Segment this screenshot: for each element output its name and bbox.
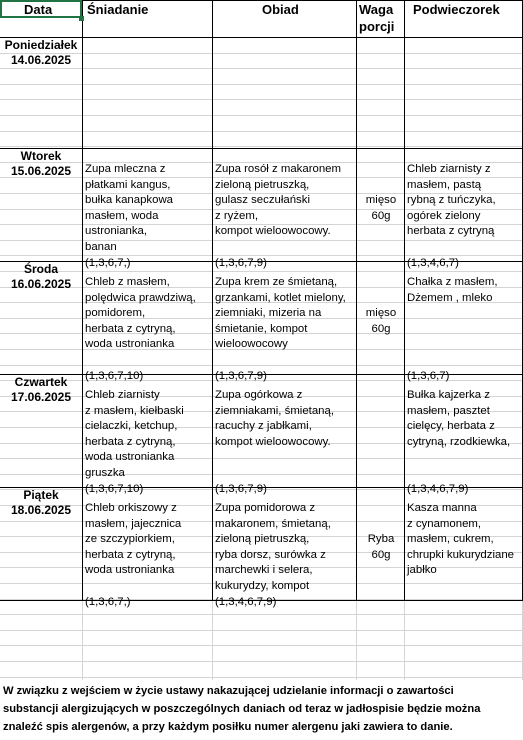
sniadanie-cell-line: płatkami kangus, xyxy=(85,178,171,191)
podwieczorek-cell-line xyxy=(407,322,498,338)
obiad-cell[interactable] xyxy=(215,388,334,497)
obiad-cell-line: zieloną pietruszką, xyxy=(215,178,310,191)
obiad-cell-line: gulasz seczułański xyxy=(215,194,310,207)
obiad-cell-line: (1,3,4,6,7,9) xyxy=(215,595,277,608)
day-name: Poniedziałek xyxy=(4,38,78,52)
day-date: 17.06.2025 xyxy=(10,390,72,404)
sniadanie-cell-line: ustronianka, xyxy=(85,225,148,238)
podwieczorek-cell-line: jabłko xyxy=(407,564,437,577)
podwieczorek-cell-line: Kasza manna xyxy=(407,502,477,514)
podwieczorek-cell-line xyxy=(407,579,514,595)
obiad-cell-line: kompot wieloowocowy. xyxy=(215,225,331,238)
podwieczorek-cell-line: Chałka z masłem, xyxy=(407,276,498,288)
day-date: 18.06.2025 xyxy=(10,503,72,517)
header-waga-line2[interactable]: porcji xyxy=(359,19,395,34)
sniadanie-cell-line: (1,3,6,7,) xyxy=(85,595,131,608)
fill-handle[interactable] xyxy=(79,16,84,21)
podwieczorek-cell-line: chrupki kukurydziane xyxy=(407,548,514,561)
waga-cell[interactable] xyxy=(357,501,405,563)
gridline xyxy=(0,68,523,69)
waga-cell-line: 60g xyxy=(371,209,391,222)
header-data[interactable]: Data xyxy=(24,2,53,17)
obiad-cell-line: kukurydzy, kompot xyxy=(215,579,310,592)
day-name: Czwartek xyxy=(14,375,68,389)
day-name: Środa xyxy=(23,262,58,276)
sniadanie-cell[interactable] xyxy=(85,501,181,610)
obiad-cell-line: (1,3,6,7,9) xyxy=(215,369,267,382)
sniadanie-cell-line: (1,3,6,7,) xyxy=(85,256,131,269)
notice-line: W związku z wejściem w życie ustawy nakazującej udzielanie informacji o zawartości xyxy=(3,685,454,697)
gridline xyxy=(0,630,523,631)
podwieczorek-cell-line xyxy=(407,306,498,322)
sniadanie-cell-line: herbata z cytryną, xyxy=(85,548,176,561)
day-label[interactable] xyxy=(0,149,82,179)
obiad-cell-line: makaronem, śmietaną, xyxy=(215,517,331,530)
day-date: 14.06.2025 xyxy=(10,53,72,67)
notice-line: substancji alergizujących w poszczególnych daniach od teraz w jadłospisie będzie można xyxy=(3,703,481,715)
waga-cell-line: mięso xyxy=(365,194,397,207)
obiad-cell-line: Zupa ogórkowa z xyxy=(215,389,303,401)
podwieczorek-cell-line: (1,3,4,6,7,9) xyxy=(407,482,469,495)
sniadanie-cell[interactable] xyxy=(85,388,184,497)
day-name: Piątek xyxy=(23,488,59,502)
header-obiad[interactable]: Obiad xyxy=(262,2,299,17)
sniadanie-cell-line: woda ustronianka xyxy=(85,451,175,464)
waga-cell[interactable] xyxy=(357,162,405,224)
notice-line: znaleźć spis alergenów, a przy każdym posiłku numer alergenu jaki zawiera to danie. xyxy=(3,721,453,733)
sniadanie-cell-line: ze szczypiorkiem, xyxy=(85,533,175,546)
sniadanie-cell-line: bułka kanapkowa xyxy=(85,194,174,207)
podwieczorek-cell-line: masłem, pastą xyxy=(407,178,482,191)
podwieczorek-cell[interactable] xyxy=(407,501,514,610)
waga-cell-line: mięso xyxy=(365,307,397,320)
podwieczorek-cell-line: z cynamonem, xyxy=(407,517,482,530)
gridline xyxy=(0,677,523,678)
sniadanie-cell-line: masłem, jajecznica xyxy=(85,517,182,530)
obiad-cell-line: zieloną pietruszką, xyxy=(215,533,310,546)
day-label[interactable] xyxy=(0,38,82,68)
podwieczorek-cell-line xyxy=(407,353,498,369)
obiad-cell-line xyxy=(215,466,334,482)
obiad-cell-line: Zupa rosół z makaronem xyxy=(215,163,341,175)
sniadanie-cell-line: (1,3,6,7,10) xyxy=(85,369,144,382)
podwieczorek-cell-line: masłem, pasztet xyxy=(407,404,490,417)
podwieczorek-cell-line: cielęcy, herbata z xyxy=(407,420,495,433)
obiad-cell-line: wieloowocowy xyxy=(215,338,288,351)
gridline xyxy=(0,146,523,147)
obiad-cell-line: (1,3,6,7,9) xyxy=(215,256,267,269)
gridline xyxy=(0,645,523,646)
obiad-cell-line xyxy=(215,240,341,256)
podwieczorek-cell-line: masłem, cukrem, xyxy=(407,533,494,546)
day-label[interactable] xyxy=(0,488,82,518)
gridline xyxy=(0,115,523,116)
waga-cell-line xyxy=(357,275,405,291)
sniadanie-cell-line: cielaczki, ketchup, xyxy=(85,420,178,433)
sniadanie-cell-line: masłem, woda xyxy=(85,209,159,222)
obiad-cell[interactable] xyxy=(215,162,341,271)
obiad-cell-line: grzankami, kotlet mielony, xyxy=(215,291,346,304)
header-waga-line1[interactable]: Waga xyxy=(359,2,394,17)
sniadanie-cell-line xyxy=(85,579,181,595)
waga-cell-line xyxy=(357,178,405,194)
gridline xyxy=(0,131,523,132)
sniadanie-cell-line: pomidorem, xyxy=(85,307,146,320)
podwieczorek-cell-line: Dżemem , mleko xyxy=(407,291,493,304)
day-date: 16.06.2025 xyxy=(10,277,72,291)
allergen-notice[interactable] xyxy=(3,682,519,736)
waga-cell-line xyxy=(357,291,405,307)
sniadanie-cell-line: herbata z cytryną, xyxy=(85,322,176,335)
obiad-cell-line xyxy=(215,450,334,466)
podwieczorek-cell[interactable] xyxy=(407,388,510,497)
obiad-cell-line: śmietanie, kompot xyxy=(215,322,308,335)
podwieczorek-cell-line xyxy=(407,450,510,466)
sniadanie-cell-line: z masłem, kiełbaski xyxy=(85,404,184,417)
day-label[interactable] xyxy=(0,375,82,405)
obiad-cell-line xyxy=(215,353,346,369)
obiad-cell[interactable] xyxy=(215,275,346,384)
gridline xyxy=(0,661,523,662)
podwieczorek-cell-line: cytryną, rzodkiewka, xyxy=(407,435,511,448)
sniadanie-cell-line: woda ustronianka xyxy=(85,564,175,577)
header-sniadanie[interactable]: Śniadanie xyxy=(87,2,149,17)
gridline xyxy=(0,84,523,85)
podwieczorek-cell-line xyxy=(407,595,514,611)
sniadanie-cell-line: (1,3,6,7,10) xyxy=(85,482,144,495)
day-date: 15.06.2025 xyxy=(10,164,72,178)
podwieczorek-cell-line xyxy=(407,466,510,482)
obiad-cell[interactable] xyxy=(215,501,331,610)
podwieczorek-cell[interactable] xyxy=(407,162,496,271)
podwieczorek-cell-line: Bułka kajzerka z xyxy=(407,389,490,401)
waga-cell-line xyxy=(357,162,405,178)
obiad-cell-line: racuchy z jabłkami, xyxy=(215,420,312,433)
day-name: Wtorek xyxy=(20,149,62,163)
obiad-cell-line: Zupa krem ze śmietaną, xyxy=(215,276,338,288)
waga-cell-line: Ryba xyxy=(367,533,395,546)
gridline xyxy=(0,99,523,100)
sniadanie-cell-line: Chleb ziarnisty xyxy=(85,389,160,401)
sniadanie-cell-line: Chleb orkiszowy z xyxy=(85,502,177,514)
waga-cell-line xyxy=(357,517,405,533)
sniadanie-cell-line: Zupa mleczna z xyxy=(85,163,166,175)
sniadanie-cell[interactable] xyxy=(85,275,196,384)
sniadanie-cell-line: banan xyxy=(85,240,117,253)
sniadanie-cell-line: gruszka xyxy=(85,466,125,479)
waga-cell-line: 60g xyxy=(371,322,391,335)
obiad-cell-line: ziemniakami, śmietaną, xyxy=(215,404,335,417)
waga-cell-line xyxy=(357,501,405,517)
sniadanie-cell[interactable] xyxy=(85,162,173,271)
obiad-cell-line: (1,3,6,7,9) xyxy=(215,482,267,495)
sniadanie-cell-line xyxy=(85,353,196,369)
podwieczorek-cell[interactable] xyxy=(407,275,498,384)
table-border xyxy=(82,0,83,600)
day-label[interactable] xyxy=(0,262,82,292)
waga-cell[interactable] xyxy=(357,275,405,337)
sniadanie-cell-line: herbata z cytryną, xyxy=(85,435,176,448)
podwieczorek-cell-line: (1,3,4,6,7) xyxy=(407,256,459,269)
obiad-cell-line: ziemniaki, mizeria na xyxy=(215,307,322,320)
obiad-cell-line: kompot wieloowocowy. xyxy=(215,435,331,448)
obiad-cell-line: Zupa pomidorowa z xyxy=(215,502,316,514)
podwieczorek-cell-line xyxy=(407,240,496,256)
header-podwieczorek[interactable]: Podwieczorek xyxy=(413,2,500,17)
sniadanie-cell-line: polędwica prawdziwą, xyxy=(85,291,196,304)
obiad-cell-line: ryba dorsz, surówka z xyxy=(215,548,326,561)
waga-cell-line: 60g xyxy=(371,548,391,561)
podwieczorek-cell-line: Chleb ziarnisty z xyxy=(407,163,491,175)
gridline xyxy=(0,614,523,615)
podwieczorek-cell-line: rybną z tuńczyka, xyxy=(407,194,496,207)
obiad-cell-line: z ryżem, xyxy=(215,209,259,222)
podwieczorek-cell-line: (1,3,6,7) xyxy=(407,369,450,382)
sniadanie-cell-line: Chleb z masłem, xyxy=(85,276,170,288)
sniadanie-cell-line: woda ustronianka xyxy=(85,338,175,351)
podwieczorek-cell-line: ogórek zielony xyxy=(407,209,481,222)
obiad-cell-line: marchewki i selera, xyxy=(215,564,313,577)
podwieczorek-cell-line: herbata z cytryną xyxy=(407,225,495,238)
table-border xyxy=(212,0,213,600)
podwieczorek-cell-line xyxy=(407,337,498,353)
